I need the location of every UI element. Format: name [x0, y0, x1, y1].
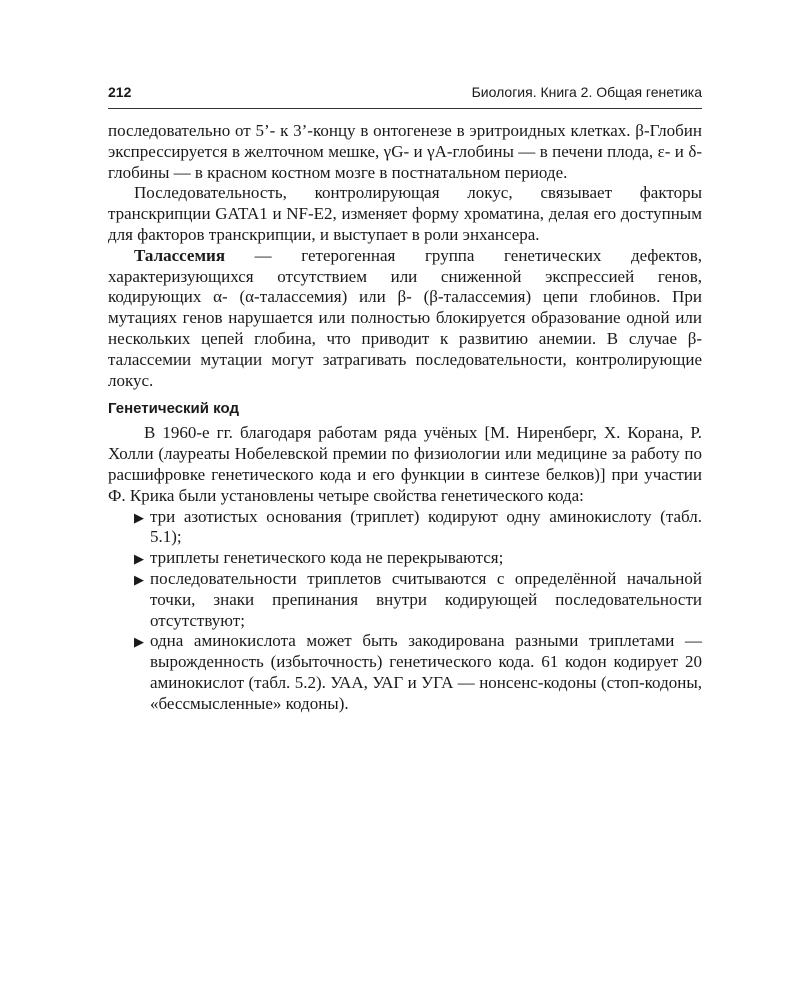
term-thalassemia: Талассемия [134, 245, 226, 265]
list-item [108, 548, 702, 569]
header-rule [108, 108, 702, 109]
list-item [108, 631, 702, 714]
page-number: 212 [108, 84, 132, 100]
triangle-bullet-icon: ▶ [134, 551, 144, 567]
paragraph-globin-expression: последовательно от 5’- к 3’-концу в онтогенезе в эритроидных клетках. β-Глобин экспрессируется в желточном мешке, γG- и γA-глобины — в печени плода, ε- и δ-глобины — в красном костном мозге в постнатальном периоде. [108, 121, 702, 182]
paragraph-locus-control: Последовательность, контролирующая локус, связывает факторы транскрипции GATA1 и NF-E2, изменяет форму хроматина, делая его доступным для факторов транскрипции, и выступает в роли энхансера. [108, 183, 702, 244]
page-body [108, 121, 702, 715]
list-item-text: последовательности триплетов считываются с определённой начальной точки, знаки препинания внутри кодирующей последовательности отсутствуют; [150, 568, 702, 630]
section-heading-genetic-code: Генетический код [108, 400, 239, 418]
list-item-text: триплеты генетического кода не перекрываются; [150, 548, 504, 568]
paragraph-genetic-code-intro: В 1960-е гг. благодаря работам ряда учёных [М. Ниренберг, Х. Корана, Р. Холли (лауреаты Нобелевской премии по физиологии или медицине за работу по расшифровке генетического кода и его функции в синтезе белков)] при участии Ф. Крика были установлены четыре свойства генетического кода: [108, 423, 702, 505]
list-item-text: три азотистых основания (триплет) кодируют одну аминокислоту (табл. 5.1); [150, 506, 702, 547]
paragraph-thalassemia [108, 246, 702, 392]
page-header [108, 84, 702, 104]
thalassemia-definition: — гетерогенная группа генетических дефектов, характеризующихся отсутствием или сниженной экспрессией генов, кодирующих α- (α-талассемия) или β- (β-талассемия) цепи глобинов. При мутациях генов нарушается или полностью блокируется образование одной или нескольких цепей глобина, что приводит к развитию анемии. В случае β-талассемии мутации могут затрагивать последовательности, контролирующие локус. [108, 245, 702, 390]
list-item [108, 569, 702, 631]
list-item [108, 507, 702, 549]
list-item-text: одна аминокислота может быть закодирована разными триплетами — вырожденность (избыточность) генетического кода. 61 кодон кодирует 20 аминокислот (табл. 5.2). УАА, УАГ и УГА — нонсенс-кодоны (стоп-кодоны, «бессмысленные» кодоны). [150, 631, 702, 713]
triangle-bullet-icon: ▶ [134, 571, 144, 587]
triangle-bullet-icon: ▶ [134, 634, 144, 650]
running-title: Биология. Книга 2. Общая генетика [471, 84, 702, 100]
triangle-bullet-icon: ▶ [134, 509, 144, 525]
genetic-code-properties-list [108, 507, 702, 715]
